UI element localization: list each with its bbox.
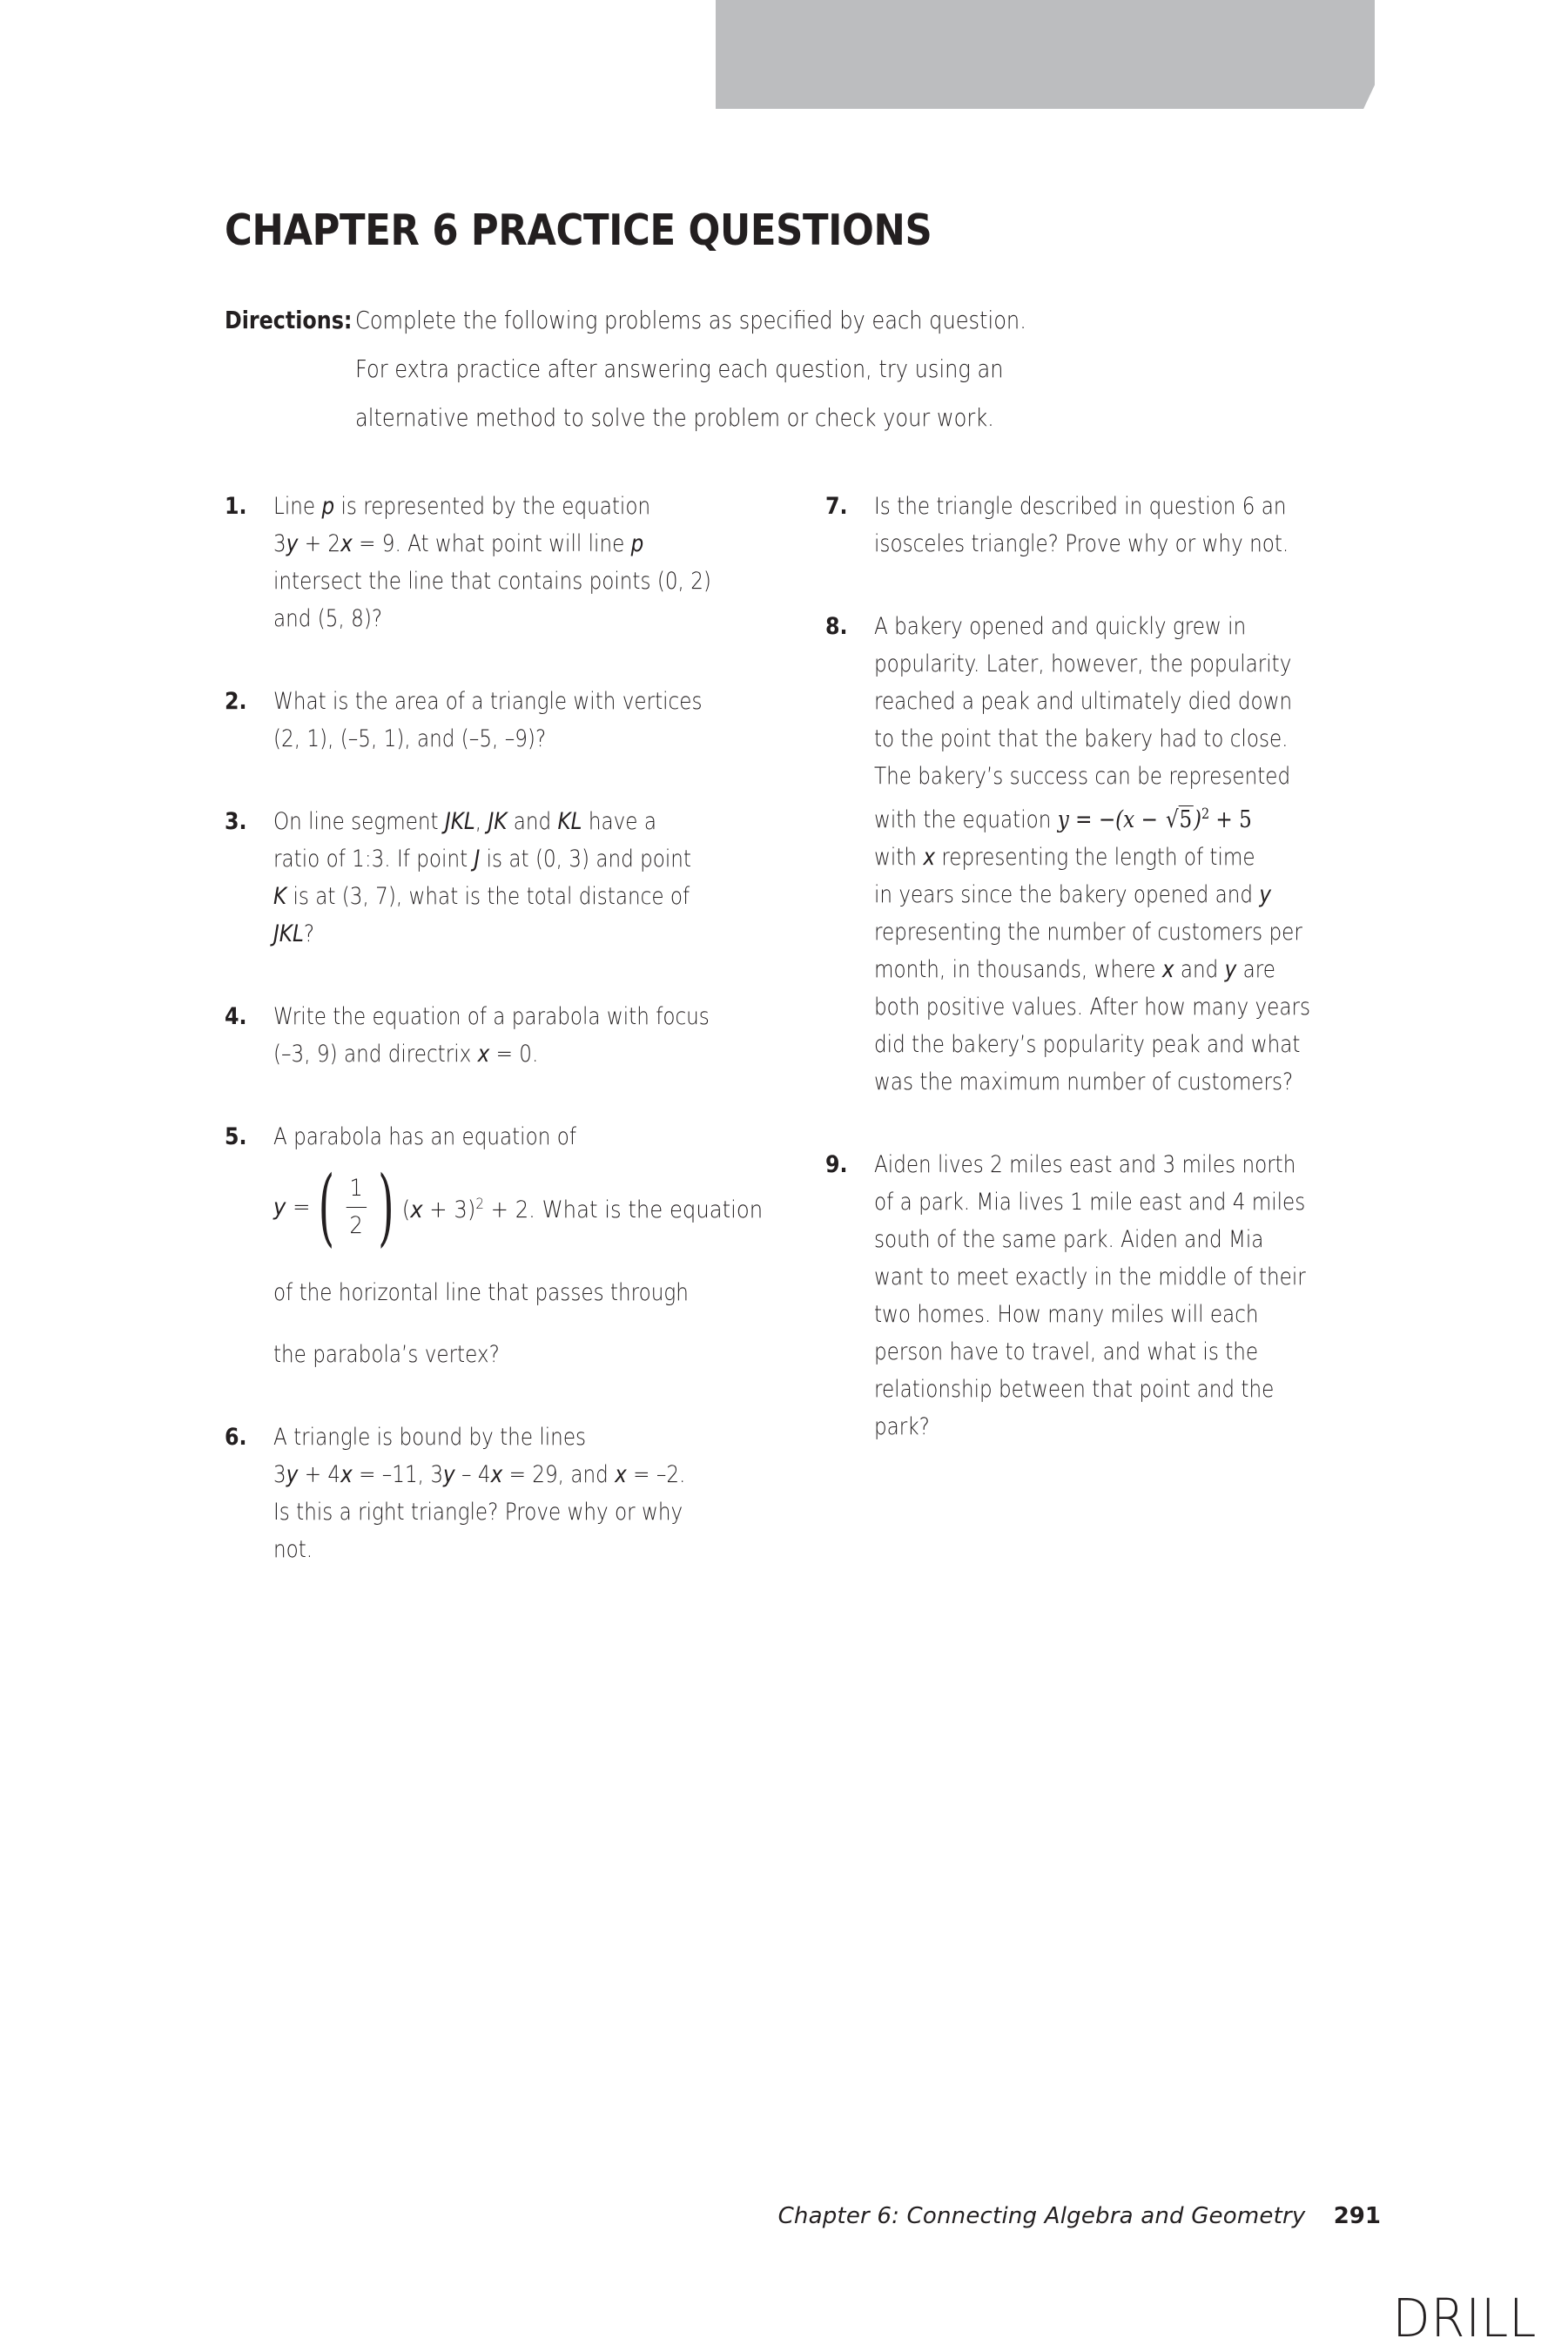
question-line: A triangle is bound by the lines — [273, 1424, 587, 1451]
question-line: The bakery’s success can be represented — [874, 763, 1291, 790]
question-item — [825, 488, 1348, 563]
question-text — [273, 1419, 756, 1568]
question-line: representing the number of customers per — [874, 919, 1302, 946]
question-line: popularity. Later, however, the popularity — [874, 650, 1292, 677]
fraction-bar — [346, 1207, 366, 1208]
question-item — [225, 998, 747, 1073]
directions-line: For extra practice after answering each question, try using an — [355, 354, 1004, 383]
directions-block — [225, 296, 1330, 442]
footer-chapter-title: Chapter 6: Connecting Algebra and Geometry — [777, 2203, 1306, 2229]
question-line: Is the triangle described in question 6 an — [874, 493, 1287, 520]
question-line: month, in thousands, where x and y are — [874, 956, 1275, 983]
question-line: and (5, 8)? — [273, 605, 383, 632]
question-line: 3y + 4x = –11, 3y – 4x = 29, and x = –2. — [273, 1461, 686, 1488]
footer-page-number: 291 — [1333, 2203, 1381, 2229]
drill-banner-label: DRILL — [1392, 2288, 1537, 2349]
question-line: park? — [874, 1413, 930, 1440]
question-line: What is the area of a triangle with vertices — [273, 688, 703, 715]
question-line: reached a peak and ultimately died down — [874, 688, 1293, 715]
question-line: with x representing the length of time — [874, 844, 1255, 871]
question-line: of the horizontal line that passes through — [273, 1279, 689, 1306]
page-footer — [0, 2203, 1568, 2229]
question-line: in years since the bakery opened and y — [874, 881, 1272, 908]
question-equation — [273, 1156, 763, 1258]
question-line: A bakery opened and quickly grew in — [874, 613, 1247, 640]
question-line: On line segment JKL, JK and KL have a — [273, 808, 656, 835]
question-number: 8. — [825, 613, 848, 640]
question-line: not. — [273, 1536, 313, 1563]
directions-label: Directions: — [225, 306, 353, 334]
left-paren: ( — [318, 1157, 335, 1256]
question-line: want to meet exactly in the middle of their — [874, 1264, 1306, 1291]
question-item — [825, 1146, 1348, 1446]
question-line: the parabola’s vertex? — [273, 1341, 500, 1368]
question-text — [273, 803, 762, 953]
question-line: K is at (3, 7), what is the total distance of — [273, 883, 690, 910]
question-text — [273, 488, 785, 637]
question-item — [225, 683, 747, 758]
question-line: Is this a right triangle? Prove why or why — [273, 1499, 683, 1526]
question-column-left — [225, 488, 764, 1614]
question-line: did the bakery’s popularity peak and what — [874, 1031, 1301, 1058]
question-number: 7. — [825, 493, 848, 520]
question-line: person have to travel, and what is the — [874, 1338, 1259, 1365]
fraction-numerator: 1 — [349, 1174, 363, 1202]
question-line: A parabola has an equation of — [273, 1123, 576, 1150]
question-item — [225, 488, 747, 637]
equation-tail: $(x + 3)^2 + 2$. What is the equation — [401, 1195, 764, 1223]
bakery-equation: $y = -(x - √5)^2 + 5$ — [1057, 805, 1252, 833]
drill-banner — [716, 0, 1375, 109]
question-number: 6. — [225, 1424, 247, 1451]
question-line: intersect the line that contains points (0, 2) — [273, 568, 711, 595]
question-equation-line: with the equation $y = -(x - √5)^2 + 5$ — [874, 805, 1252, 833]
question-line: was the maximum number of customers? — [874, 1068, 1294, 1095]
fraction-denominator: 2 — [349, 1211, 363, 1239]
question-item — [225, 1419, 747, 1568]
question-line: both positive values. After how many years — [874, 994, 1310, 1021]
question-line: south of the same park. Aiden and Mia — [874, 1226, 1264, 1253]
question-line: Aiden lives 2 miles east and 3 miles north — [874, 1151, 1296, 1178]
question-text — [874, 608, 1384, 1101]
question-line: of a park. Mia lives 1 mile east and 4 miles — [874, 1189, 1306, 1216]
directions-text — [355, 296, 1194, 442]
question-number: 9. — [825, 1151, 848, 1178]
question-number: 5. — [225, 1123, 247, 1150]
question-text — [874, 488, 1359, 563]
question-text — [273, 998, 784, 1073]
fraction-group — [312, 1157, 400, 1256]
question-column-right — [825, 488, 1348, 1491]
question-line: Line p is represented by the equation — [273, 493, 651, 520]
question-line: to the point that the bakery had to close. — [874, 725, 1289, 752]
question-line: 3y + 2x = 9. At what point will line p — [273, 530, 644, 557]
right-paren: ) — [377, 1157, 394, 1256]
question-line: (–3, 9) and directrix x = 0. — [273, 1041, 539, 1068]
question-line: isosceles triangle? Prove why or why not. — [874, 530, 1289, 557]
question-line: two homes. How many miles will each — [874, 1301, 1259, 1328]
question-line: relationship between that point and the — [874, 1376, 1275, 1403]
question-number: 3. — [225, 808, 247, 835]
directions-line: alternative method to solve the problem or check your work. — [355, 403, 994, 432]
question-number: 1. — [225, 493, 247, 520]
question-item — [225, 1118, 764, 1373]
fraction — [341, 1174, 371, 1241]
equation-lhs: y = — [273, 1193, 311, 1221]
question-text — [874, 1146, 1379, 1446]
page-title: CHAPTER 6 PRACTICE QUESTIONS — [225, 205, 932, 255]
question-number: 2. — [225, 688, 247, 715]
question-item — [225, 803, 747, 953]
question-line: JKL? — [273, 920, 315, 947]
question-line: Write the equation of a parabola with focus — [273, 1003, 710, 1030]
question-text — [273, 1118, 818, 1373]
question-item — [825, 608, 1348, 1101]
question-text — [273, 683, 775, 758]
question-number: 4. — [225, 1003, 247, 1030]
question-line: (2, 1), (–5, 1), and (–5, –9)? — [273, 725, 547, 752]
question-line: ratio of 1:3. If point J is at (0, 3) and point — [273, 846, 691, 873]
directions-line: Complete the following problems as specified by each question. — [355, 306, 1026, 334]
